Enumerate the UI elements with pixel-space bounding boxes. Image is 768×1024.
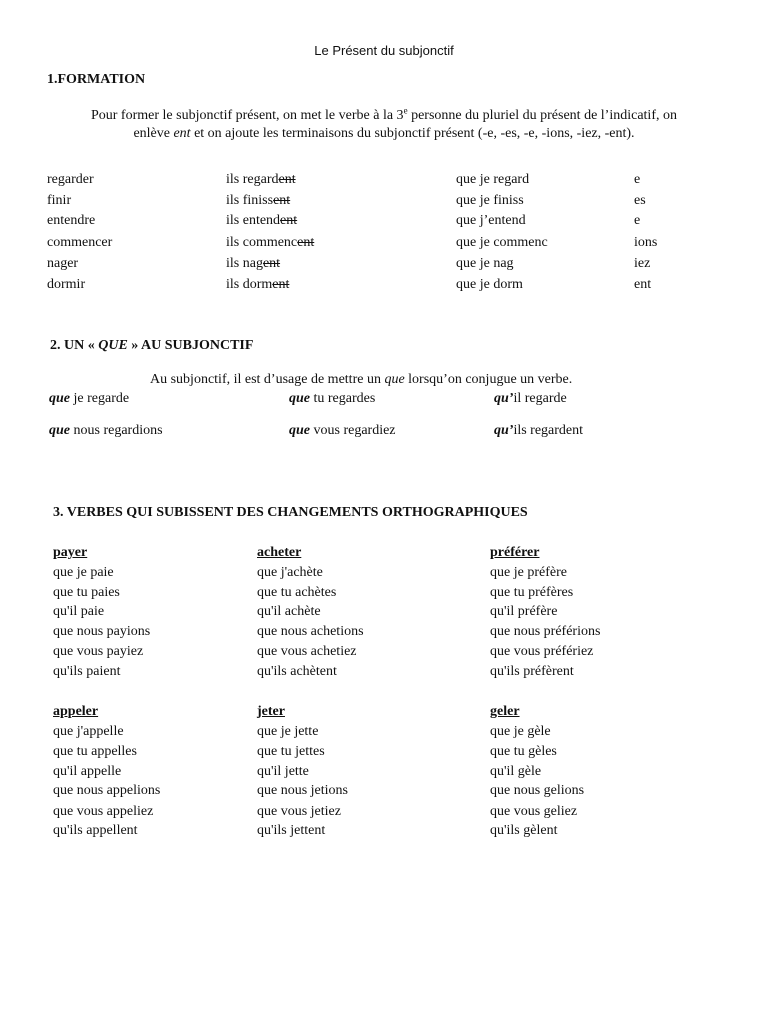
que-example: que je regarde	[49, 391, 130, 406]
que-intro: Au subjonctif, il est d’usage de mettre un que lorsqu’on conjugue un verbe.	[150, 372, 573, 387]
subjunctive-ending: ent	[634, 277, 652, 292]
conjugation-line: que je gèle	[490, 724, 551, 739]
subjunctive-stem: que je finiss	[456, 193, 524, 208]
verb-title: préférer	[490, 545, 540, 560]
infinitive: entendre	[47, 213, 96, 228]
infinitive: finir	[47, 193, 72, 208]
conjugation-line: qu'il paie	[53, 604, 105, 619]
conjugation-line: que nous gelions	[490, 783, 585, 798]
verb-title: acheter	[257, 545, 302, 560]
verb-title: appeler	[53, 704, 99, 719]
conjugation-line: que nous jetions	[257, 783, 348, 798]
conjugation-line: qu'ils gèlent	[490, 823, 558, 838]
conjugation-line: qu'il jette	[257, 764, 309, 779]
conjugation-line: que vous achetiez	[257, 644, 357, 659]
conjugation-line: que tu jettes	[257, 744, 325, 759]
conjugation-line: que j'appelle	[53, 724, 124, 739]
infinitive: nager	[47, 256, 79, 271]
infinitive: commencer	[47, 235, 113, 250]
subjunctive-stem: que je nag	[456, 256, 514, 271]
section-1-heading: 1.FORMATION	[47, 72, 146, 87]
conjugation-line: que je préfère	[490, 565, 567, 580]
subjunctive-stem: que je dorm	[456, 277, 523, 292]
conjugation-line: qu'il gèle	[490, 764, 542, 779]
verb-title: geler	[490, 704, 520, 719]
formation-intro-line-1: Pour former le subjonctif présent, on met le verbe à la 3e personne du pluriel du présent de l’indicatif, on	[90, 105, 677, 123]
subjunctive-ending: iez	[634, 256, 651, 271]
conjugation-line: que nous payions	[53, 624, 151, 639]
section-2-heading: 2. UN « QUE » AU SUBJONCTIF	[50, 338, 254, 353]
conjugation-line: qu'il appelle	[53, 764, 122, 779]
conjugation-line: que tu préfères	[490, 585, 574, 600]
infinitive: dormir	[47, 277, 86, 292]
conjugation-line: que vous jetiez	[257, 804, 341, 819]
section-3-heading: 3. VERBES QUI SUBISSENT DES CHANGEMENTS ORTHOGRAPHIQUES	[53, 505, 528, 520]
conjugation-line: qu'ils achètent	[257, 664, 337, 679]
que-example: que tu regardes	[289, 391, 376, 406]
que-example: que nous regardions	[49, 423, 163, 438]
conjugation-line: que nous appelions	[53, 783, 161, 798]
conjugation-line: que nous achetions	[257, 624, 364, 639]
conjugation-line: que je paie	[53, 565, 114, 580]
conjugation-line: que je jette	[257, 724, 319, 739]
conjugation-line: que vous préfériez	[490, 644, 594, 659]
indicative-form: ils entendent	[226, 213, 298, 228]
indicative-form: ils finissent	[226, 193, 291, 208]
conjugation-line: qu'il préfère	[490, 604, 558, 619]
conjugation-line: qu'ils paient	[53, 664, 121, 679]
indicative-form: ils regardent	[226, 172, 296, 187]
indicative-form: ils dorment	[226, 277, 290, 292]
verb-title: payer	[53, 545, 88, 560]
subjunctive-stem: que je regard	[456, 172, 530, 187]
formation-intro-line-2: enlève ent et on ajoute les terminaisons du subjonctif présent (-e, -es, -e, -ions, -iez, -ent).	[133, 126, 635, 141]
conjugation-line: qu'ils appellent	[53, 823, 138, 838]
verb-title: jeter	[257, 704, 285, 719]
conjugation-line: que j'achète	[257, 565, 323, 580]
indicative-form: ils commencent	[226, 235, 315, 250]
conjugation-line: qu'il achète	[257, 604, 321, 619]
conjugation-line: que tu gèles	[490, 744, 557, 759]
subjunctive-ending: ions	[634, 235, 658, 250]
subjunctive-ending: es	[634, 193, 646, 208]
subjunctive-stem: que je commenc	[456, 235, 548, 250]
subjunctive-stem: que j’entend	[456, 213, 526, 228]
conjugation-line: qu'ils préfèrent	[490, 664, 574, 679]
que-example: qu’il regarde	[494, 391, 567, 406]
que-example: que vous regardiez	[289, 423, 396, 438]
conjugation-line: que tu appelles	[53, 744, 137, 759]
infinitive: regarder	[47, 172, 94, 187]
conjugation-line: que nous préférions	[490, 624, 601, 639]
indicative-form: ils nagent	[226, 256, 281, 271]
conjugation-line: que vous payiez	[53, 644, 144, 659]
subjunctive-ending: e	[634, 172, 641, 187]
conjugation-line: que tu paies	[53, 585, 120, 600]
que-example: qu’ils regardent	[494, 423, 584, 438]
conjugation-line: que vous geliez	[490, 804, 578, 819]
document-title: Le Présent du subjonctif	[314, 43, 454, 58]
conjugation-line: que vous appeliez	[53, 804, 154, 819]
subjunctive-ending: e	[634, 213, 641, 228]
conjugation-line: que tu achètes	[257, 585, 337, 600]
conjugation-line: qu'ils jettent	[257, 823, 326, 838]
